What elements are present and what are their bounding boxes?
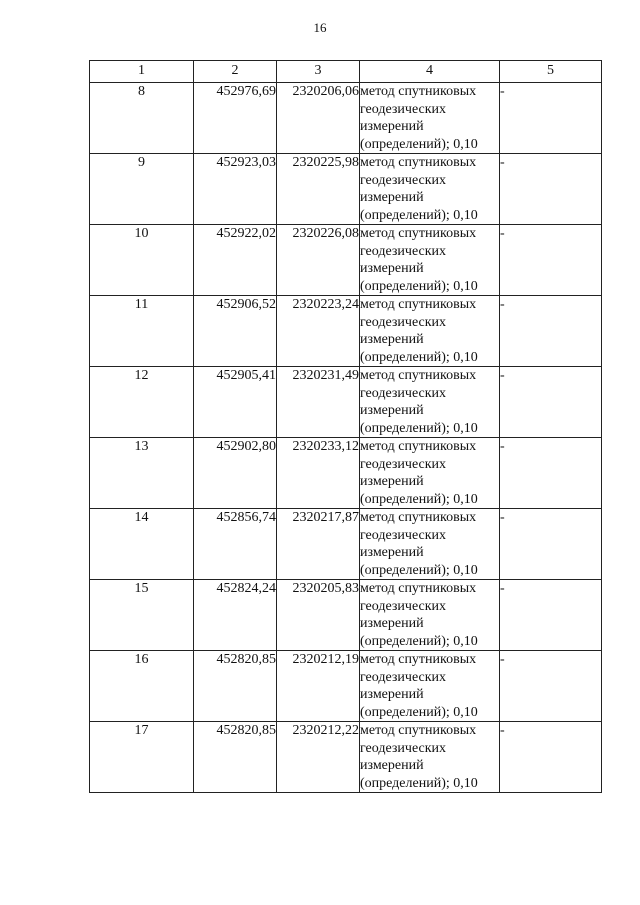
table-row — [90, 580, 602, 651]
y-coordinate-cell: 2320212,19 — [277, 651, 360, 722]
point-number-cell: 16 — [90, 651, 194, 722]
point-number-cell: 10 — [90, 225, 194, 296]
x-coordinate-cell: 452922,02 — [194, 225, 277, 296]
point-number-cell: 8 — [90, 83, 194, 154]
point-number-cell: 17 — [90, 722, 194, 793]
table-row — [90, 367, 602, 438]
y-coordinate-cell: 2320205,83 — [277, 580, 360, 651]
table-row — [90, 438, 602, 509]
x-coordinate-cell: 452856,74 — [194, 509, 277, 580]
header-col-4: 4 — [360, 61, 500, 83]
x-coordinate-cell: 452976,69 — [194, 83, 277, 154]
table-row — [90, 722, 602, 793]
x-coordinate-cell: 452923,03 — [194, 154, 277, 225]
table-row — [90, 154, 602, 225]
note-cell: - — [500, 509, 602, 580]
table-row — [90, 296, 602, 367]
point-number-cell: 14 — [90, 509, 194, 580]
method-cell: метод спутниковых геодезических измерений (определений); 0,10 — [360, 154, 500, 225]
y-coordinate-cell: 2320212,22 — [277, 722, 360, 793]
note-cell: - — [500, 225, 602, 296]
table-row — [90, 651, 602, 722]
table-body — [90, 83, 602, 793]
point-number-cell: 13 — [90, 438, 194, 509]
method-cell: метод спутниковых геодезических измерений (определений); 0,10 — [360, 438, 500, 509]
table-row — [90, 509, 602, 580]
method-cell: метод спутниковых геодезических измерений (определений); 0,10 — [360, 225, 500, 296]
table-row — [90, 83, 602, 154]
x-coordinate-cell: 452824,24 — [194, 580, 277, 651]
header-col-5: 5 — [500, 61, 602, 83]
y-coordinate-cell: 2320225,98 — [277, 154, 360, 225]
note-cell: - — [500, 438, 602, 509]
method-cell: метод спутниковых геодезических измерений (определений); 0,10 — [360, 367, 500, 438]
page-number: 16 — [313, 20, 327, 35]
y-coordinate-cell: 2320226,08 — [277, 225, 360, 296]
header-row — [90, 61, 602, 83]
table-row — [90, 225, 602, 296]
note-cell: - — [500, 651, 602, 722]
note-cell: - — [500, 580, 602, 651]
x-coordinate-cell: 452906,52 — [194, 296, 277, 367]
point-number-cell: 11 — [90, 296, 194, 367]
note-cell: - — [500, 296, 602, 367]
y-coordinate-cell: 2320223,24 — [277, 296, 360, 367]
y-coordinate-cell: 2320231,49 — [277, 367, 360, 438]
point-number-cell: 12 — [90, 367, 194, 438]
method-cell: метод спутниковых геодезических измерений (определений); 0,10 — [360, 509, 500, 580]
header-col-3: 3 — [277, 61, 360, 83]
y-coordinate-cell: 2320233,12 — [277, 438, 360, 509]
x-coordinate-cell: 452902,80 — [194, 438, 277, 509]
x-coordinate-cell: 452905,41 — [194, 367, 277, 438]
point-number-cell: 9 — [90, 154, 194, 225]
y-coordinate-cell: 2320217,87 — [277, 509, 360, 580]
x-coordinate-cell: 452820,85 — [194, 651, 277, 722]
y-coordinate-cell: 2320206,06 — [277, 83, 360, 154]
table-header — [90, 61, 602, 83]
note-cell: - — [500, 367, 602, 438]
point-number-cell: 15 — [90, 580, 194, 651]
method-cell: метод спутниковых геодезических измерений (определений); 0,10 — [360, 580, 500, 651]
method-cell: метод спутниковых геодезических измерений (определений); 0,10 — [360, 722, 500, 793]
note-cell: - — [500, 154, 602, 225]
x-coordinate-cell: 452820,85 — [194, 722, 277, 793]
method-cell: метод спутниковых геодезических измерений (определений); 0,10 — [360, 651, 500, 722]
coordinates-table — [89, 60, 602, 793]
header-col-2: 2 — [194, 61, 277, 83]
method-cell: метод спутниковых геодезических измерений (определений); 0,10 — [360, 83, 500, 154]
note-cell: - — [500, 83, 602, 154]
note-cell: - — [500, 722, 602, 793]
header-col-1: 1 — [90, 61, 194, 83]
method-cell: метод спутниковых геодезических измерений (определений); 0,10 — [360, 296, 500, 367]
